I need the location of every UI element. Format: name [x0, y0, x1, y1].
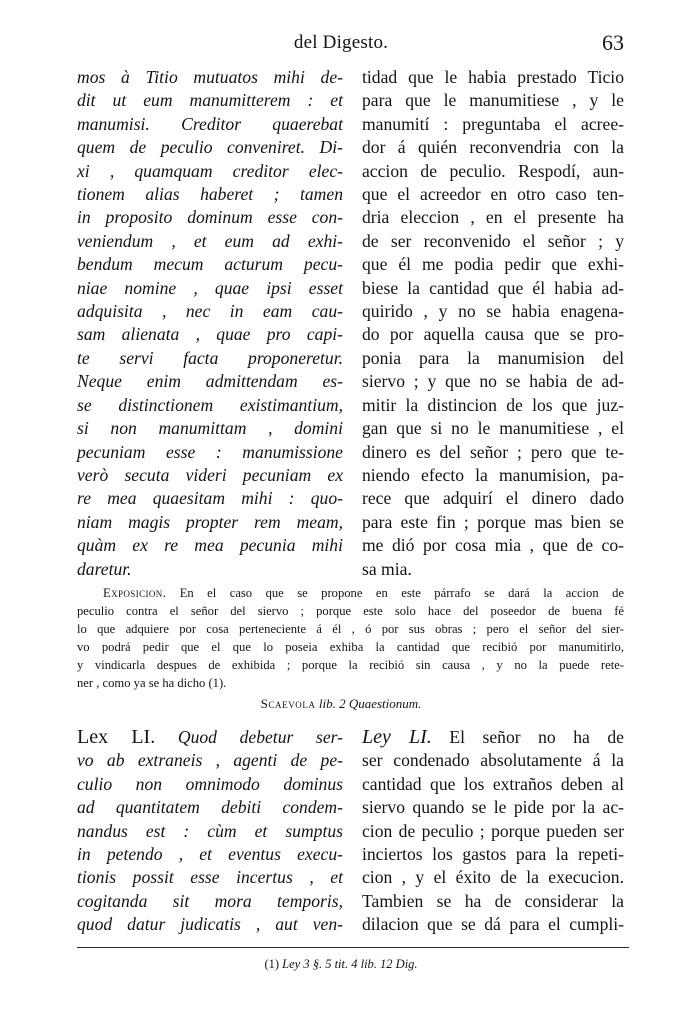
spanish-top-line: rece que adquirí el dinero dado — [362, 488, 624, 509]
spanish-top-line: accion de peculio. Respodí, aun- — [362, 160, 624, 181]
latin-bottom-line: vo ab extraneis , agenti de pe- — [77, 750, 343, 771]
footnote — [0, 957, 682, 972]
running-head — [0, 30, 682, 60]
latin-top-line: si non manumittam , domini — [77, 418, 343, 439]
latin-bottom-line: nandus est : cùm et sumptus — [77, 820, 343, 841]
spanish-bottom-first-line-text: El señor no ha de — [431, 727, 624, 747]
spanish-top-line: dor á quién reconvendria con la — [362, 137, 624, 158]
latin-top-line: sam alienata , quae pro capi- — [77, 324, 343, 345]
latin-bottom-first-line — [77, 726, 343, 749]
page-number: 63 — [602, 30, 624, 55]
latin-top-line: daretur. — [77, 558, 132, 579]
spanish-bottom-line: Tambien se ha de considerar la — [362, 890, 624, 911]
footnote-rule — [77, 947, 629, 948]
exposicion-label: Exposicion. — [103, 586, 167, 600]
latin-top-line: in proposito dominum esse con- — [77, 207, 343, 228]
latin-top-line: pecuniam esse : manumissione — [77, 441, 343, 462]
running-title: del Digesto. — [293, 32, 389, 53]
spanish-top-line: de ser reconvenido el señor ; y — [362, 230, 624, 251]
spanish-top-line: para que le manumitiese , y le — [362, 90, 624, 111]
section-heading — [0, 696, 682, 712]
spanish-top-line: dinero es del señor ; pero que te- — [362, 441, 624, 462]
exposicion-line: ner , como ya se ha dicho (1). — [77, 675, 227, 690]
spanish-column-bottom — [362, 726, 624, 937]
exposicion-line — [77, 585, 624, 603]
spanish-bottom-line: inciertos los gastos para la repeti- — [362, 844, 624, 865]
section-work: lib. 2 Quaestionum. — [318, 696, 422, 711]
latin-bottom-label: Lex LI. — [77, 726, 156, 748]
spanish-bottom-line: cion de peculio ; porque pueden ser — [362, 820, 624, 841]
spanish-top-line: me dió por cosa mia , que de co- — [362, 535, 624, 556]
spanish-top-line: para este fin ; porque mas bien se — [362, 511, 624, 532]
spanish-top-line: manumití : preguntaba el acree- — [362, 113, 624, 134]
section-author: Scaevola — [260, 696, 316, 711]
latin-bottom-line: in petendo , et eventus execu- — [77, 844, 343, 865]
latin-top-line: niam magis propter rem meam, — [77, 511, 343, 532]
spanish-top-line: que el acreedor en otro caso ten- — [362, 184, 624, 205]
spanish-top-line: gan que si no le manumitiese , el — [362, 418, 624, 439]
latin-top-line: Neque enim admittendam es- — [77, 371, 343, 392]
latin-top-line: re mea quaesitam mihi : quo- — [77, 488, 343, 509]
spanish-bottom-line: ser condenado absolutamente á la — [362, 750, 624, 771]
spanish-top-line: que él me podia pedir que exhi- — [362, 254, 624, 275]
latin-bottom-line: ad quantitatem debiti condem- — [77, 797, 343, 818]
latin-column-bottom — [77, 726, 343, 937]
spanish-bottom-line: cion , y el éxito de la execucion. — [362, 867, 624, 888]
latin-top-line: verò secuta videri pecuniam ex — [77, 464, 343, 485]
exposicion-line: lo que adquiere por cosa perteneciente á él , ó por sus obras ; pero el señor del sier- — [77, 621, 624, 636]
latin-top-line: adquisita , nec in eam cau- — [77, 301, 343, 322]
latin-top-line: quàm ex re mea pecunia mihi — [77, 535, 343, 556]
spanish-top-line: siervo ; y que no se habia de ad- — [362, 371, 624, 392]
latin-column-top — [77, 66, 343, 581]
latin-bottom-first-line-text: Quod debetur ser- — [155, 727, 343, 747]
latin-bottom-line: quod datur judicatis , aut ven- — [77, 914, 343, 935]
exposicion-line: vo podrá pedir que el que lo poseia exhiba la cantidad que recibió por manumitirlo, — [77, 639, 624, 654]
footnote-text: Ley 3 §. 5 tit. 4 lib. 12 Dig. — [282, 957, 418, 971]
latin-top-line: veniendum , et eum ad exhi- — [77, 230, 343, 251]
spanish-top-line: mitir la distincion de los que juz- — [362, 394, 624, 415]
exposicion-paragraph — [77, 585, 624, 692]
spanish-top-line: niendo efecto la manumision, pa- — [362, 464, 624, 485]
latin-bottom-line: tionis possit esse incertus , et — [77, 867, 343, 888]
latin-bottom-line: culio non omnimodo dominus — [77, 773, 343, 794]
spanish-bottom-line: cantidad que los extraños deben al — [362, 773, 624, 794]
spanish-column-top — [362, 66, 624, 581]
latin-top-line: quem de peculio conveniret. Di- — [77, 137, 343, 158]
latin-top-line: xi , quamquam creditor elec- — [77, 160, 343, 181]
latin-top-line: se distinctionem existimantium, — [77, 394, 343, 415]
latin-top-line: tionem alias haberet ; tamen — [77, 184, 343, 205]
spanish-bottom-line: dilacion que se dá para el cumpli- — [362, 914, 624, 935]
spanish-top-line: ponia para la manumision del — [362, 347, 624, 368]
exposicion-first-text: En el caso que se propone en este párrafo se dará la accion de — [166, 586, 624, 600]
spanish-top-line: biese la cantidad que él habia ad- — [362, 277, 624, 298]
spanish-top-line: do por aquella causa que se pro- — [362, 324, 624, 345]
latin-top-line: niae nomine , quae ipsi esset — [77, 277, 343, 298]
spanish-top-line: quirido , y no se habia enagena- — [362, 301, 624, 322]
spanish-bottom-line: siervo quando se le pide por la ac- — [362, 797, 624, 818]
latin-top-line: te servi facta proponeretur. — [77, 347, 343, 368]
spanish-top-line: dria eleccion , en el presente ha — [362, 207, 624, 228]
spanish-bottom-first-line — [362, 726, 624, 749]
footnote-mark: (1) — [264, 957, 280, 971]
latin-top-line: manumisi. Creditor quaerebat — [77, 113, 343, 134]
spanish-top-line: sa mia. — [362, 558, 412, 579]
latin-top-line: dit ut eum manumitterem : et — [77, 90, 343, 111]
spanish-bottom-label: Ley LI. — [362, 726, 432, 748]
spanish-top-line: tidad que le habia prestado Ticio — [362, 67, 624, 87]
latin-top-line: bendum mecum acturum pecu- — [77, 254, 343, 275]
exposicion-line: peculio contra el señor del siervo ; porque este solo hace del poseedor de buena fé — [77, 603, 624, 618]
latin-bottom-line: cogitanda sit mora temporis, — [77, 890, 343, 911]
exposicion-line: y vindicarla despues de exhibida ; porque la recibió sin causa , y no la puede rete- — [77, 657, 624, 672]
latin-top-line: mos à Titio mutuatos mihi de- — [77, 67, 343, 87]
